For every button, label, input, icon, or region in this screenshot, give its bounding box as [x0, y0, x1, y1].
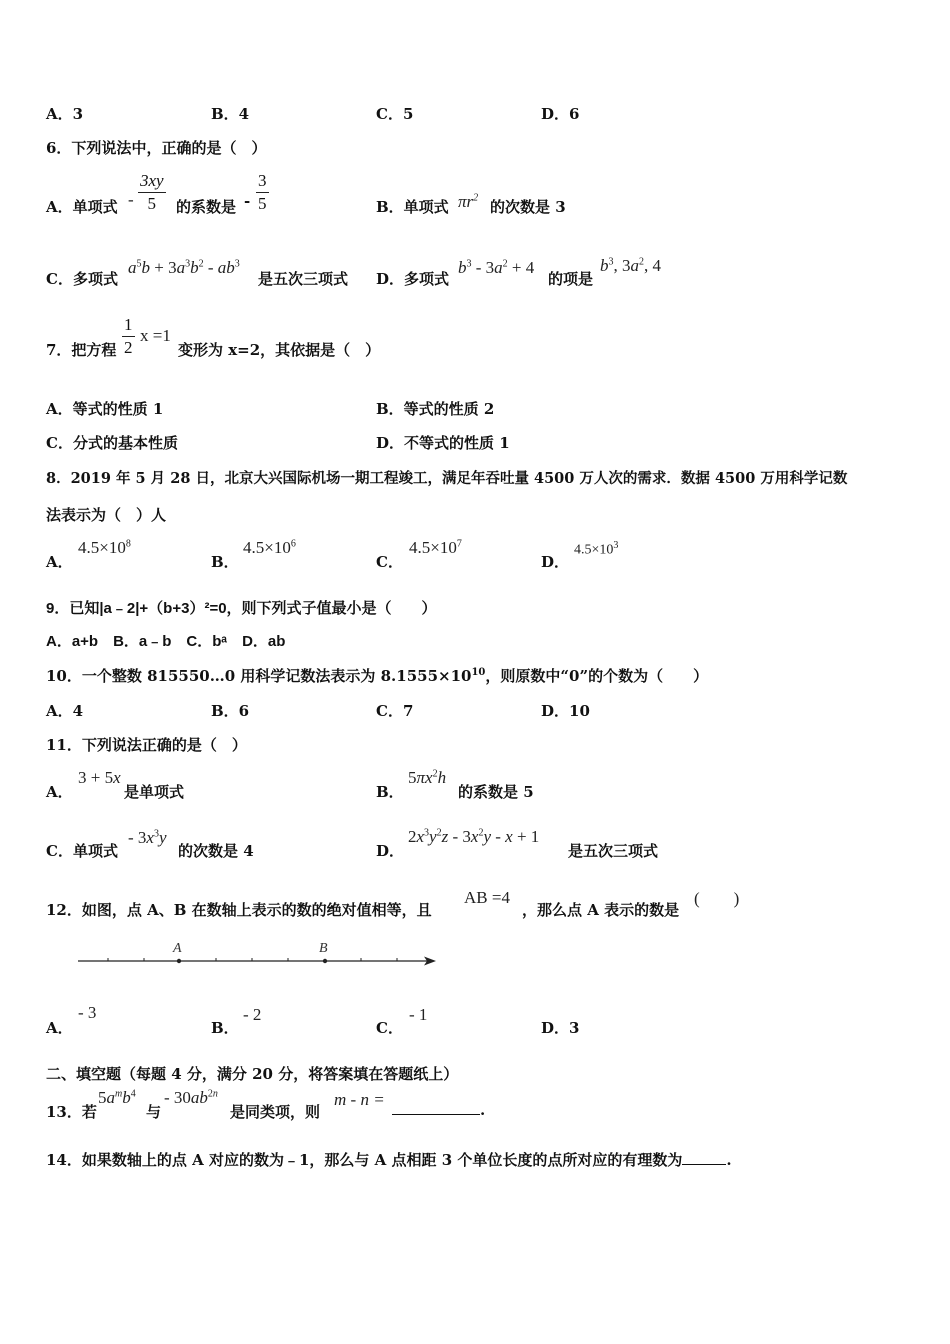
q6-c-prefix: C．多项式: [46, 270, 118, 288]
q12-b-value: - 2: [243, 1005, 262, 1024]
q10-stem-pre: 10．一个整数 815550…0 用科学记数法表示为 8.1555×10: [46, 667, 472, 685]
q12-c-value: - 1: [409, 1005, 428, 1024]
point-b-label: B: [319, 941, 328, 956]
q6-b-post: 的次数是 3: [490, 198, 566, 216]
q6-c-expr: $a^5b + 3a^3b^2 - ab^3$: [128, 258, 240, 277]
q8-a-mantissa: 4.5×10: [78, 538, 126, 557]
q13-post: 是同类项，则: [230, 1103, 321, 1121]
q13-pre: 13．若: [46, 1103, 97, 1121]
q8-d-exp: 3: [613, 540, 619, 551]
q5-option-c: C．5: [376, 105, 414, 123]
q6-d-prefix: D．多项式: [376, 270, 450, 288]
q8-c-value: [409, 538, 462, 558]
point-b-dot: [323, 959, 327, 963]
q10-stem-post: ，则原数中“0”的个数为（ ）: [485, 667, 709, 685]
q5-option-b: B．4: [211, 105, 250, 123]
q10-stem-exp: 10: [471, 667, 486, 678]
q14-line: [46, 1149, 732, 1170]
q6-a-frac-num: 3xy: [138, 170, 166, 193]
q13-answer-blank[interactable]: [392, 1114, 480, 1115]
q11-stem: 11．下列说法正确的是（ ）: [46, 736, 247, 754]
q14-answer-blank[interactable]: [682, 1164, 726, 1165]
q7-stem-post: 变形为 x=2，其依据是（ ）: [178, 341, 381, 359]
q6-a-frac-den: 5: [147, 194, 157, 213]
q8-option-a: A．: [46, 553, 73, 571]
q8-b-mantissa: 4.5×10: [243, 538, 291, 557]
q11-b-expr: $5\pi x^2h$: [408, 768, 447, 787]
q8-d-value: [574, 540, 618, 559]
q6-d-expr: $b^3 - 3a^2 + 4$: [458, 258, 535, 277]
number-line-figure: [72, 935, 442, 975]
q13-answer: [392, 1101, 485, 1119]
q13-mid: 与: [146, 1103, 162, 1121]
q6-a-minus2: -: [244, 192, 251, 210]
q6-d-terms: $b^3$, $3a^2$, 4: [600, 256, 661, 275]
q11-b-post: 的系数是 5: [458, 783, 534, 801]
q14-text: 14．如果数轴上的点 A 对应的数为﹣1，那么与 A 点相距 3 个单位长度的点所对应的有理数为: [46, 1151, 683, 1169]
q7-option-c: C．分式的基本性质: [46, 434, 178, 452]
q8-b-exp: 6: [290, 538, 296, 550]
q11-c-expr: - $3x^3y$: [128, 828, 167, 847]
q11-a-post: 是单项式: [124, 783, 185, 801]
q14-end: .: [726, 1151, 732, 1169]
q6-c-post: 是五次三项式: [258, 270, 349, 288]
q9-stem: 9．已知|a﹣2|+（b+3）²=0，则下列式子值最小是（ ）: [46, 600, 437, 617]
section2-heading: 二、填空题（每题 4 分，满分 20 分，将答案填在答题纸上）: [46, 1065, 459, 1083]
q7-frac-num: 1: [122, 314, 135, 337]
q5-option-d: D．6: [541, 105, 580, 123]
q7-option-d: D．不等式的性质 1: [376, 434, 510, 452]
q10-option-c: C．7: [376, 702, 414, 720]
q6-b-expr: $\pi r^2$: [458, 192, 479, 211]
q5-option-a: A．3: [46, 105, 84, 123]
q13-end: .: [480, 1101, 486, 1119]
q10-option-b: B．6: [211, 702, 250, 720]
q12-ab-expr: AB =4: [464, 888, 510, 907]
q10-option-d: D．10: [541, 702, 590, 720]
q12-stem-post: ，那么点 A 表示的数是: [522, 901, 680, 919]
q7-eq: x =1: [140, 326, 171, 345]
q12-option-c: C．: [376, 1019, 403, 1037]
q12-paren: ( ): [694, 889, 740, 908]
q12-option-b: B．: [211, 1019, 239, 1037]
q6-stem: 6．下列说法中，正确的是（ ）: [46, 139, 267, 157]
q6-a-val-num: 3: [256, 170, 269, 193]
q8-a-exp: 8: [125, 538, 131, 550]
q6-a-value: [256, 170, 269, 215]
q8-option-d: D．: [541, 553, 570, 571]
point-a-label: A: [173, 941, 182, 956]
q11-b-prefix: B．: [376, 783, 404, 801]
q8-line1: 8．2019 年 5 月 28 日，北京大兴国际机场一期工程竣工，满足年吞吐量 4500 万人次的需求．数据 4500 万用科学记数: [46, 470, 848, 487]
q13-term1: $5a^mb^4$: [98, 1088, 136, 1107]
q8-c-exp: 7: [456, 538, 462, 550]
q11-a-prefix: A．: [46, 783, 73, 801]
q6-a-val-den: 5: [258, 194, 267, 213]
q12-option-d: D．3: [541, 1019, 580, 1037]
q12-stem-pre: 12．如图，点 A、B 在数轴上表示的数的绝对值相等，且: [46, 901, 432, 919]
point-a-dot: [177, 959, 181, 963]
q11-d-expr: $2x^3y^2z - 3x^2y - x + 1$: [408, 827, 540, 846]
q11-a-expr: 3 + 5x: [78, 768, 121, 787]
q11-d-prefix: D．: [376, 842, 405, 860]
q8-b-value: [243, 538, 296, 558]
q6-b-prefix: B．单项式: [376, 198, 449, 216]
q6-a-fraction: [138, 170, 166, 215]
q11-c-post: 的次数是 4: [178, 842, 254, 860]
q8-option-b: B．: [211, 553, 239, 571]
q8-c-mantissa: 4.5×10: [409, 538, 457, 557]
q13-term2: - $30ab^{2n}$: [164, 1088, 218, 1107]
q10-option-a: A．4: [46, 702, 84, 720]
q6-a-prefix: A．单项式: [46, 198, 118, 216]
q8-a-value: [78, 538, 131, 558]
q12-a-value: - 3: [78, 1003, 97, 1022]
q9-options: A．a+b B．a﹣b C．bᵃ D．ab: [46, 633, 286, 650]
q8-line2: 法表示为（ ）人: [46, 506, 167, 524]
q7-frac-den: 2: [124, 338, 133, 357]
q13-expr: m - n =: [334, 1090, 385, 1109]
q7-option-a: A．等式的性质 1: [46, 400, 164, 418]
q6-a-minus: -: [128, 190, 134, 209]
q8-d-mantissa: 4.5×10: [574, 542, 614, 558]
q7-option-b: B．等式的性质 2: [376, 400, 495, 418]
q10-stem: [46, 665, 708, 686]
q6-d-mid: 的项是: [548, 270, 594, 288]
q7-stem-pre: 7．把方程: [46, 341, 117, 359]
q11-d-post: 是五次三项式: [568, 842, 659, 860]
q12-option-a: A．: [46, 1019, 73, 1037]
q6-a-mid: 的系数是: [176, 198, 237, 216]
q8-option-c: C．: [376, 553, 403, 571]
q11-c-prefix: C．单项式: [46, 842, 118, 860]
q7-fraction: [122, 314, 135, 359]
